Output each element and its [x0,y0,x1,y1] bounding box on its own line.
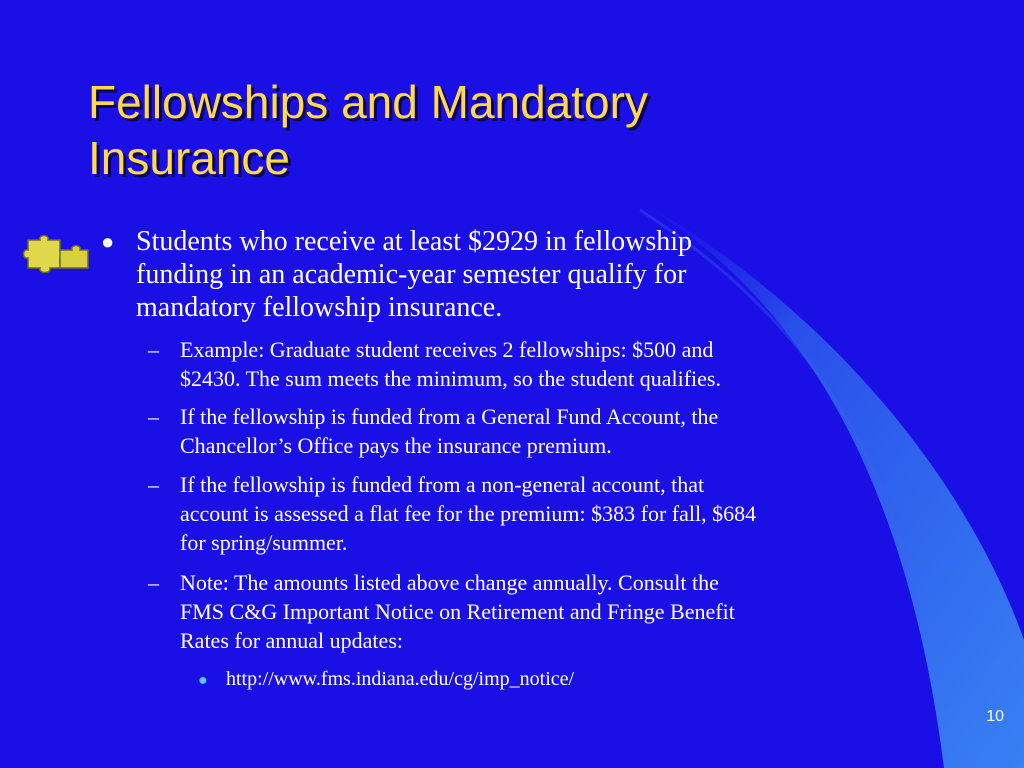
sub-bullet-non-general [180,470,940,557]
bullet-dot: ● [101,229,115,254]
sub-bullet-general-fund [180,402,940,460]
sub-bullet-line: Note: The amounts listed above change annually. Consult the [180,570,719,595]
main-bullet-line-3: mandatory fellowship insurance. [136,292,503,323]
fms-notice-link[interactable]: http://www.fms.indiana.edu/cg/imp_notice/ [226,668,575,690]
sub-bullet-line: Example: Graduate student receives 2 fellowships: $500 and [180,337,714,362]
main-bullet [136,225,836,324]
sub-bullet-line: FMS C&G Important Notice on Retirement and Fringe Benefit [180,599,735,624]
page-number: 10 [986,708,1004,725]
sub-bullet-line: for spring/summer. [180,530,348,555]
main-bullet-line-1: Students who receive at least $2929 in fellowship [136,226,692,257]
sub-bullet-line: If the fellowship is funded from a non-general account, that [180,472,705,497]
sub-bullet-line: Chancellor’s Office pays the insurance premium. [180,433,612,458]
sub-bullet-example [180,335,940,393]
sub-bullet-line: If the fellowship is funded from a General Fund Account, the [180,404,719,429]
sub-bullet-dash: – [148,404,159,429]
sub-bullet-note [180,568,940,655]
sub-bullet-line: $2430. The sum meets the minimum, so the student qualifies. [180,366,721,391]
sub-bullet-dash: – [148,570,159,595]
sub-bullet-dash: – [148,337,159,362]
title-line-1: Fellowships and Mandatory [88,76,648,128]
link-bullet-dot: ● [198,672,208,689]
sub-bullet-line: account is assessed a flat fee for the premium: $383 for fall, $684 [180,501,757,526]
title-line-2: Insurance [88,132,291,184]
sub-bullet-dash: – [148,472,159,497]
sub-bullet-line: Rates for annual updates: [180,628,403,653]
main-bullet-line-2: funding in an academic-year semester qualify for [136,259,687,290]
